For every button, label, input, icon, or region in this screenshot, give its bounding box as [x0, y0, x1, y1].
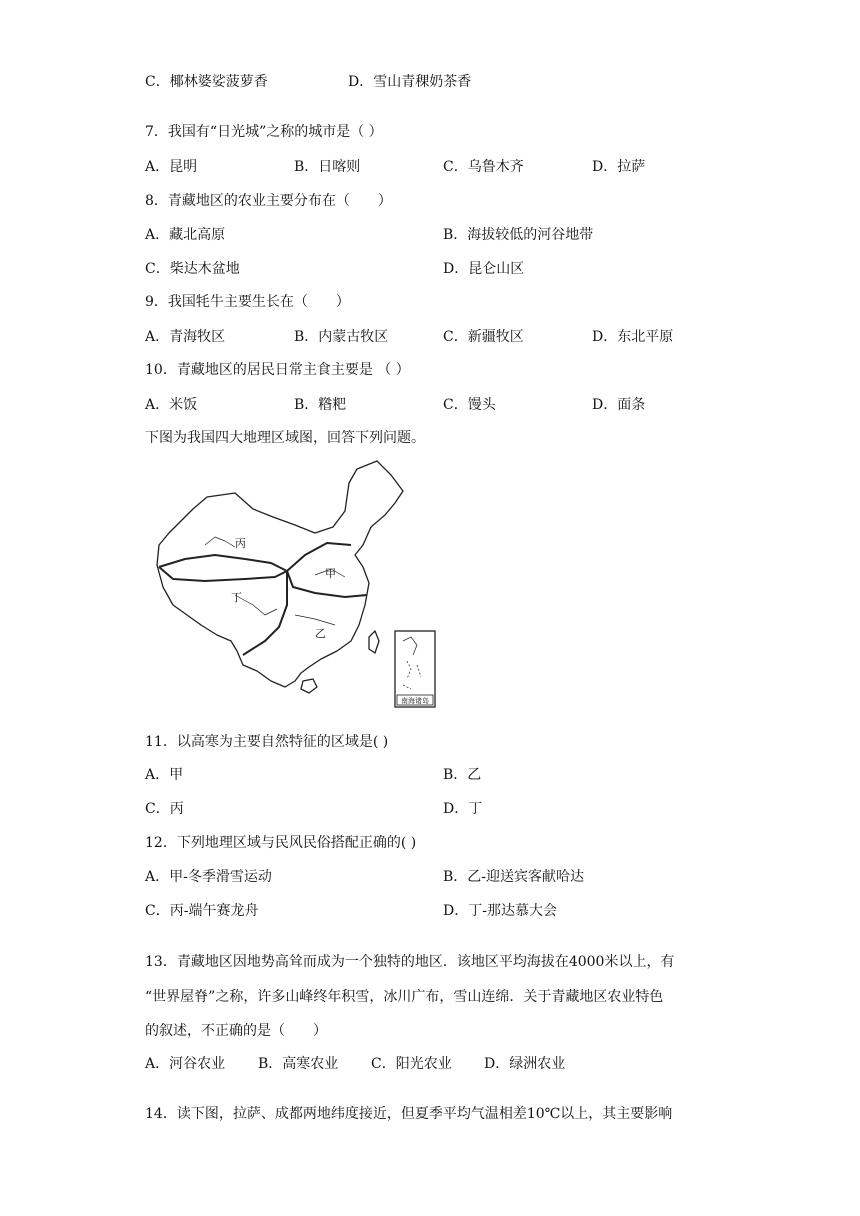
china-regions-map — [145, 455, 445, 713]
label-yi: 乙 — [315, 627, 326, 640]
q7-option-b: B．日喀则 — [294, 159, 361, 175]
tibet-boundary — [159, 567, 287, 655]
q10-option-b: B．糌粑 — [294, 397, 347, 413]
option-d: D．雪山青稞奶茶香 — [348, 74, 472, 90]
q10-option-d: D．面条 — [592, 397, 646, 413]
q13-option-a: A．河谷农业 — [145, 1056, 226, 1072]
q13-option-c: C．阳光农业 — [371, 1056, 452, 1072]
question-13-line-1: 13．青藏地区因地势高耸而成为一个独特的地区．该地区平均海拔在4000米以上，有 — [145, 954, 675, 970]
question-13-line-2: “世界屋脊”之称，许多山峰终年积雪，冰川广布，雪山连绵．关于青藏地区农业特色 — [145, 989, 664, 1005]
q7-option-c: C．乌鲁木齐 — [443, 159, 524, 175]
q11-option-c: C．丙 — [145, 801, 184, 817]
inset-label: 南海诸岛 — [401, 697, 429, 705]
label-jia: 甲 — [325, 567, 336, 580]
map-intro: 下图为我国四大地理区域图，回答下列问题。 — [145, 430, 425, 446]
q9-option-a: A．青海牧区 — [145, 329, 226, 345]
q7-option-d: D．拉萨 — [592, 159, 646, 175]
q12-option-a: A．甲-冬季滑雪运动 — [145, 869, 272, 885]
q8-option-d: D．昆仑山区 — [443, 261, 525, 277]
q13-option-d: D．绿洲农业 — [484, 1056, 566, 1072]
label-bing: 丙 — [235, 537, 246, 550]
question-7: 7．我国有“日光城”之称的城市是（ ） — [145, 124, 383, 140]
south-china-sea-inset — [395, 631, 435, 707]
question-8: 8．青藏地区的农业主要分布在（ ） — [145, 193, 392, 209]
q13-option-b: B．高寒农业 — [258, 1056, 339, 1072]
q8-option-b: B．海拔较低的河谷地带 — [443, 227, 594, 243]
question-9: 9．我国牦牛主要生长在（ ） — [145, 294, 350, 310]
label-ding: 丁 — [231, 591, 242, 604]
north-boundary — [159, 543, 351, 571]
question-10: 10．青藏地区的居民日常主食主要是 （ ） — [145, 362, 410, 378]
q10-option-a: A．米饭 — [145, 397, 198, 413]
q11-option-b: B．乙 — [443, 767, 482, 783]
q11-option-a: A．甲 — [145, 767, 184, 783]
q7-option-a: A．昆明 — [145, 159, 198, 175]
q12-option-b: B．乙-迎送宾客献哈达 — [443, 869, 585, 885]
q9-option-c: C．新疆牧区 — [443, 329, 524, 345]
hainan-outline — [301, 679, 317, 693]
option-c: C．椰林婆娑菠萝香 — [145, 74, 268, 90]
q11-option-d: D．丁 — [443, 801, 483, 817]
q9-option-d: D．东北平原 — [592, 329, 674, 345]
q12-option-c: C．丙-端午赛龙舟 — [145, 903, 259, 919]
question-12: 12．下列地理区域与民风民俗搭配正确的( ) — [145, 835, 417, 851]
question-13-line-3: 的叙述，不正确的是（ ） — [145, 1023, 327, 1039]
q10-option-c: C．馒头 — [443, 397, 496, 413]
q8-option-a: A．藏北高原 — [145, 227, 226, 243]
q9-option-b: B．内蒙古牧区 — [294, 329, 389, 345]
question-11: 11．以高寒为主要自然特征的区域是( ) — [145, 734, 389, 750]
q12-option-d: D．丁-那达慕大会 — [443, 903, 557, 919]
question-14-line-1: 14．读下图，拉萨、成都两地纬度接近，但夏季平均气温相差10℃以上，其主要影响 — [145, 1106, 673, 1122]
q8-option-c: C．柴达木盆地 — [145, 261, 240, 277]
taiwan-outline — [369, 631, 379, 653]
